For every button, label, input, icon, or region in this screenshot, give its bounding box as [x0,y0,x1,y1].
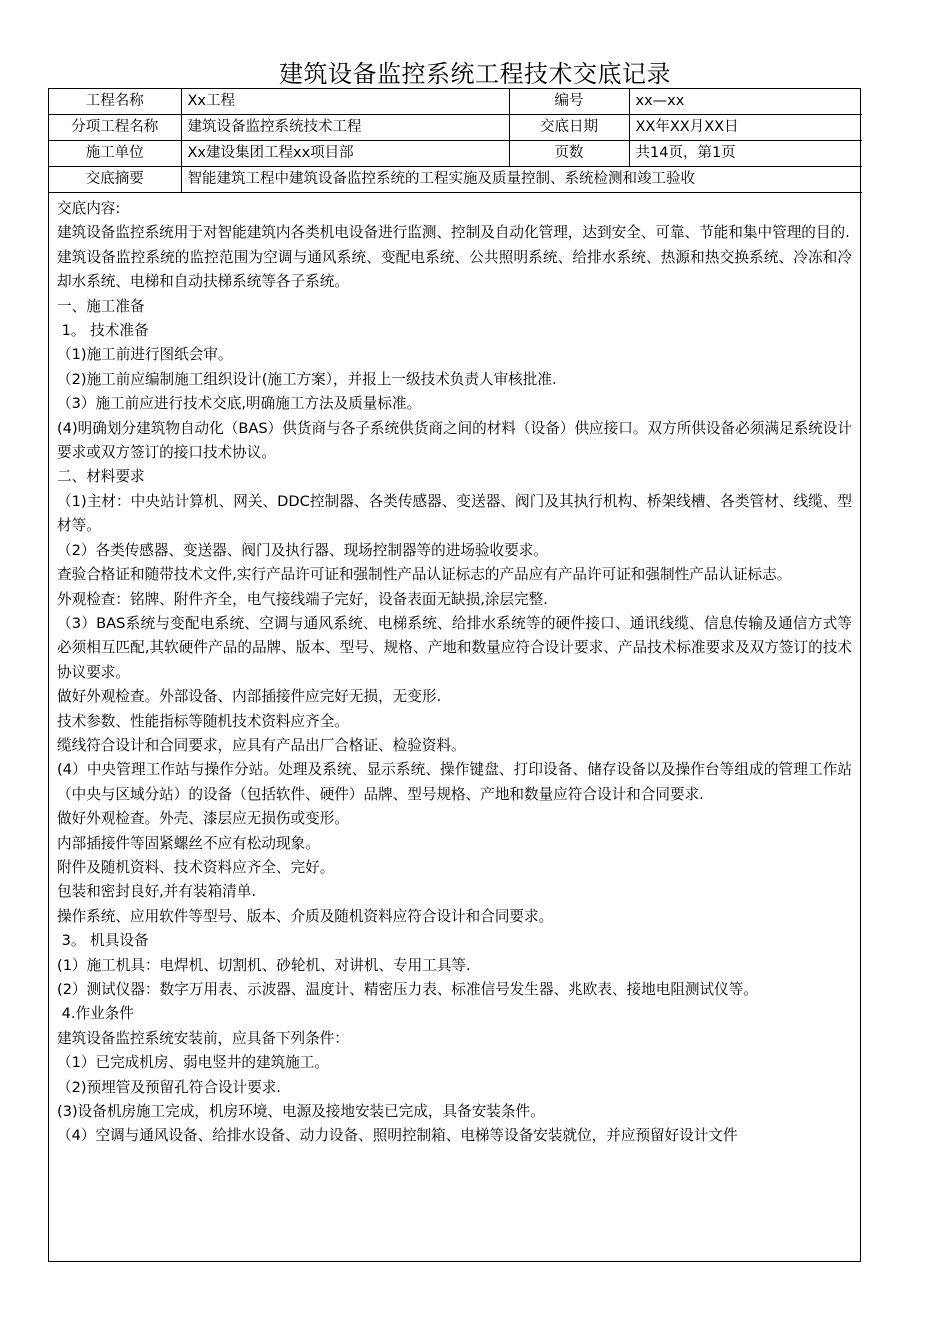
project-name-value: Xx工程 [181,89,509,115]
document-title: 建筑设备监控系统工程技术交底记录 [279,60,671,88]
date-value: XX年XX月XX日 [629,115,862,141]
content-line: （1)主材：中央站计算机、网关、DDC控制器、各类传感器、变送器、阀门及其执行机构、桥架线槽、各类管材、线缆、型材等。 [57,492,852,535]
content-line: 建筑设备监控系统安装前，应具备下列条件： [57,1029,349,1047]
pages-value: 共14页，第1页 [629,141,862,167]
content-line: (4)明确划分建筑物自动化（BAS）供货商与各子系统供货商之间的材料（设备）供应接口。双方所供设备必须满足系统设计要求或双方签订的接口技术协议。 [57,419,852,462]
content-line: （3）BAS系统与变配电系统、空调与通风系统、电梯系统、给排水系统等的硬件接口、通讯线缆、信息传输及通信方式等必须相互匹配,其软硬件产品的品牌、版本、型号、规格、产地和数量应符合设计要求、产品技术标准要求及双方签订的技术协议要求。 [57,614,852,681]
content-line: 建筑设备监控系统的监控范围为空调与通风系统、变配电系统、公共照明系统、给排水系统、热源和热交换系统、冷冻和冷却水系统、电梯和自动扶梯系统等各子系统。 [57,248,852,291]
content-line: （2)预埋管及预留孔符合设计要求. [57,1078,281,1096]
content-line: (1）施工机具：电焊机、切割机、砂轮机、对讲机、专用工具等. [57,956,471,974]
content-line: 3。 机具设备 [57,932,149,950]
header-row-project [49,89,862,115]
content-line: (2）测试仪器：数字万用表、示波器、温度计、精密压力表、标准信号发生器、兆欧表、接地电阻测试仪等。 [57,981,758,998]
content-line: 1。 技术准备 [57,322,149,340]
header-row-unit [49,141,862,167]
pages-label: 页数 [509,141,629,167]
content-line: 做好外观检查。外壳、漆层应无损伤或变形。 [57,810,349,828]
number-label: 编号 [509,89,629,115]
header-row-subproject [49,115,862,141]
content-line: 操作系统、应用软件等型号、版本、介质及随机资料应符合设计和合同要求。 [57,907,554,925]
content-line: （3）施工前应进行技术交底,明确施工方法及质量标准。 [57,395,422,413]
content-line: 建筑设备监控系统用于对智能建筑内各类机电设备进行监测、控制及自动化管理，达到安全、可靠、节能和集中管理的目的. [57,224,850,242]
date-label: 交底日期 [509,115,629,141]
number-value: xx—xx [629,89,862,115]
content-line: 做好外观检查。外部设备、内部插接件应完好无损，无变形. [57,688,442,706]
content-line: 内部插接件等固紧螺丝不应有松动现象。 [57,834,320,852]
content-line: 4.作业条件 [57,1005,134,1023]
header-row-summary [49,167,862,193]
content-line: 一、施工准备 [57,297,145,315]
sub-project-value: 建筑设备监控系统技术工程 [181,115,509,141]
content-line: （1)施工前进行图纸会审。 [57,346,233,364]
briefing-content [49,193,860,1149]
content-line: (3)设备机房施工完成，机房环境、电源及接地安装已完成，具备安装条件。 [57,1103,545,1121]
header-table [49,89,862,193]
content-line: 包装和密封良好,并有装箱清单. [57,883,256,901]
content-line: （2）各类传感器、变送器、阀门及执行器、现场控制器等的进场验收要求。 [57,541,548,559]
content-line: 二、材料要求 [57,468,145,486]
content-line: 附件及随机资料、技术资料应齐全、完好。 [57,858,335,876]
content-line: 缆线符合设计和合同要求，应具有产品出厂合格证、检验资料。 [57,736,466,754]
record-sheet [48,88,861,1262]
unit-value: Xx建设集团工程xx项目部 [181,141,509,167]
sub-project-label: 分项工程名称 [49,115,181,141]
summary-value: 智能建筑工程中建筑设备监控系统的工程实施及质量控制、系统检测和竣工验收 [181,167,862,193]
unit-label: 施工单位 [49,141,181,167]
content-line: （2)施工前应编制施工组织设计(施工方案），并报上一级技术负责人审核批准. [57,370,557,388]
content-line: 交底内容: [57,200,121,217]
content-line: (4）中央管理工作站与操作分站。处理及系统、显示系统、操作键盘、打印设备、储存设备以及操作台等组成的管理工作站（中央与区域分站）的设备（包括软件、硬件）品牌、型号规格、产地和数量应符合设计和合同要求. [57,761,852,803]
project-name-label: 工程名称 [49,89,181,115]
content-line: 查验合格证和随带技术文件,实行产品许可证和强制性产品认证标志的产品应有产品许可证和强制性产品认证标志。 [57,566,792,584]
summary-label: 交底摘要 [49,167,181,193]
content-line: （4）空调与通风设备、给排水设备、动力设备、照明控制箱、电梯等设备安装就位，并应预留好设计文件 [57,1127,738,1145]
content-line: 技术参数、性能指标等随机技术资料应齐全。 [57,712,349,730]
content-line: 外观检查：铭牌、附件齐全，电气接线端子完好，设备表面无缺损,涂层完整. [57,590,548,608]
content-line: （1）已完成机房、弱电竖井的建筑施工。 [57,1054,329,1072]
